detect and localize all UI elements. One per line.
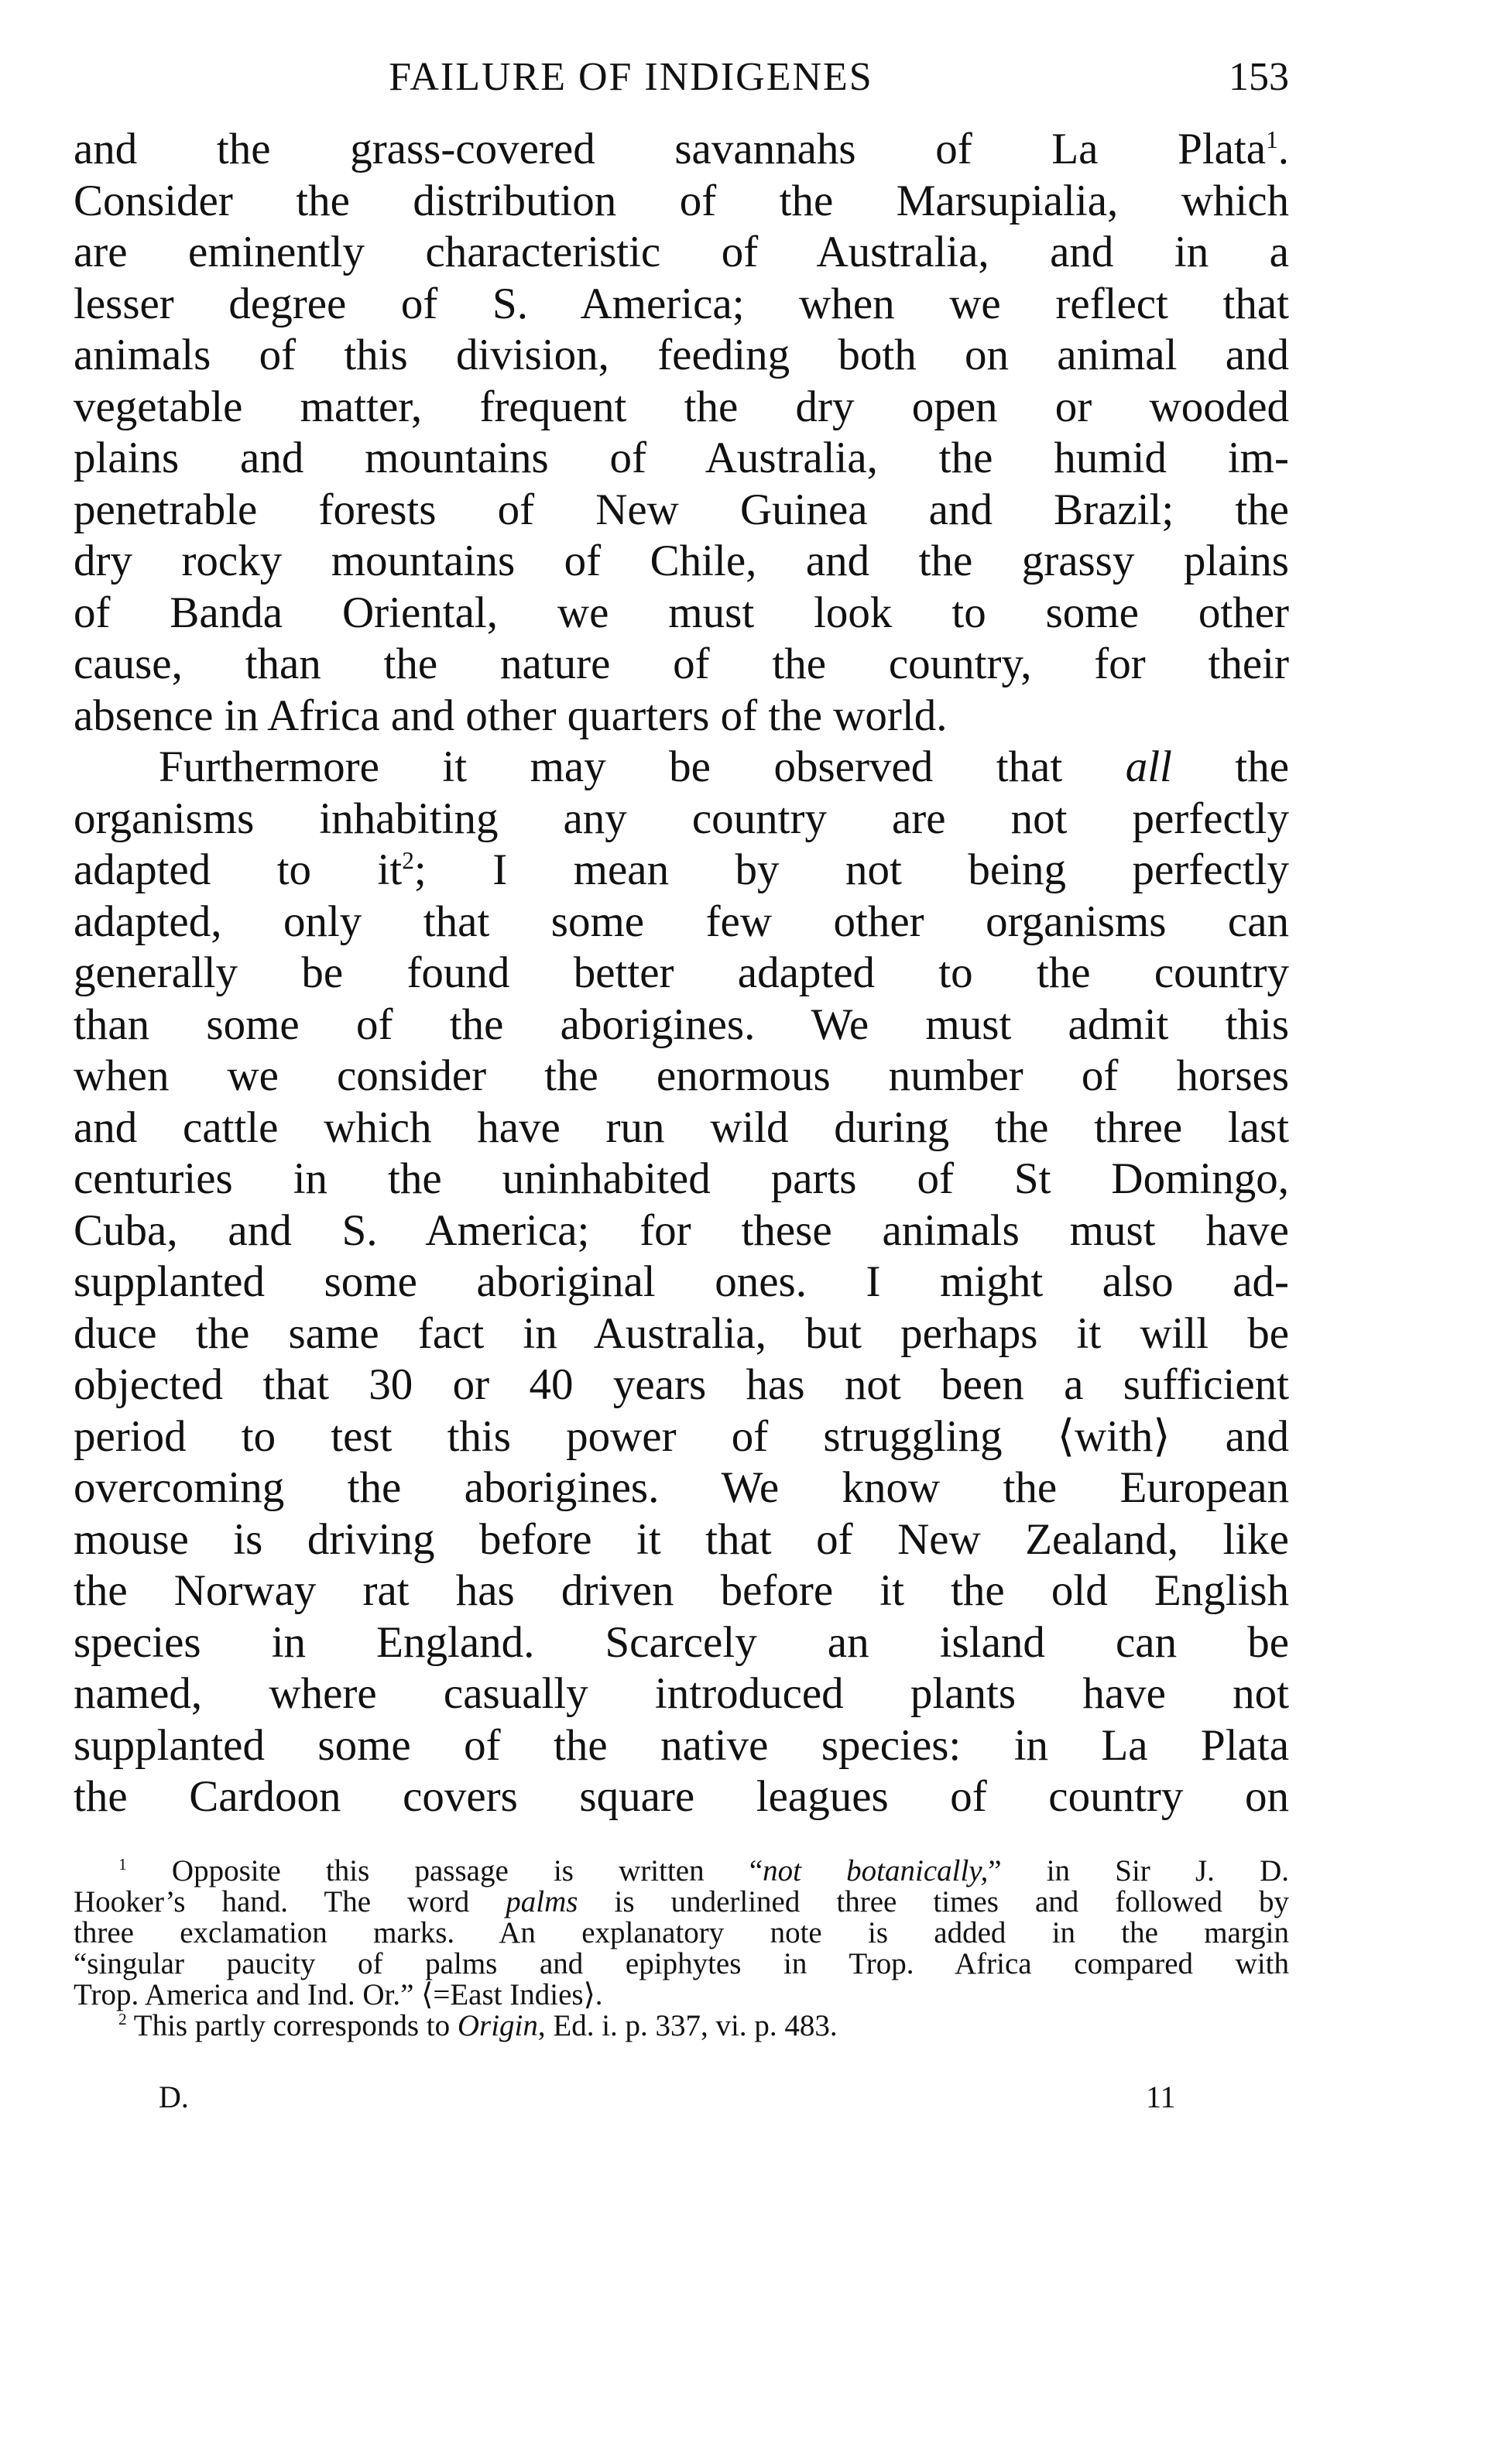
text-line: the Cardoon covers square leagues of country on [74, 1772, 1289, 1821]
footnote-marker: 2 [118, 2009, 127, 2028]
footnote-text: , Ed. i. p. 337, vi. p. 483. [537, 2008, 838, 2042]
footnote-reference: 2 [402, 847, 414, 874]
text-line-end: the [1171, 742, 1290, 791]
text-line: animals of this division, feeding both on animal and [74, 331, 1289, 379]
footnotes [74, 1853, 1290, 2042]
text-line: adapted, only that some few other organisms can [74, 897, 1289, 946]
footnote-text: Hooker’s hand. The word [74, 1884, 506, 1918]
sheet-number: 11 [1146, 2079, 1176, 2114]
italic-word: all [1125, 742, 1172, 791]
text-line: generally be found better adapted to the country [74, 948, 1289, 997]
text-line: Cuba, and S. America; for these animals must have [74, 1205, 1289, 1255]
text-line: named, where casually introduced plants have not [74, 1669, 1289, 1718]
text-line: the Norway rat has driven before it the old English [74, 1566, 1289, 1615]
running-title: FAILURE OF INDIGENES [389, 55, 873, 99]
footnote-italic: not botanically, [763, 1853, 989, 1888]
text-line: than some of the aborigines. We must admit this [74, 999, 1289, 1049]
footnote-italic: palms [506, 1884, 578, 1918]
text-line: dry rocky mountains of Chile, and the grassy plains [74, 537, 1289, 585]
text-line: supplanted some of the native species: in La Plata [74, 1720, 1289, 1770]
footnote-1-line: “singular paucity of palms and epiphytes in Trop. Africa compared with [74, 1946, 1289, 1980]
footnote-2-line [74, 2008, 1289, 2042]
page-number: 153 [1229, 55, 1289, 99]
running-head [74, 46, 1289, 108]
signature-mark: D. [159, 2079, 189, 2114]
text-line: objected that 30 or 40 years has not been a sufficient [74, 1360, 1289, 1409]
text-line: duce the same fact in Australia, but perhaps it will be [74, 1308, 1289, 1358]
text-line: Consider the distribution of the Marsupialia, which [74, 176, 1289, 225]
text-line [74, 124, 1289, 176]
page-footer [74, 2079, 1289, 2125]
text-line-content: and the grass-covered savannahs of La Plata [74, 125, 1267, 173]
text-line: supplanted some aboriginal ones. I might also ad- [74, 1257, 1289, 1306]
text-line: period to test this power of struggling ⟨with⟩ and [74, 1411, 1289, 1461]
footnote-1-line [74, 1884, 1290, 1918]
footnote-reference: 1 [1266, 126, 1278, 153]
book-page [74, 46, 1289, 2125]
text-line: centuries in the uninhabited parts of St Domingo, [74, 1154, 1289, 1203]
footnote-1-line: three exclamation marks. An explanatory note is added in the margin [74, 1915, 1289, 1949]
text-line-end: . [1277, 125, 1289, 173]
footnote-1-line: Trop. America and Ind. Or.” ⟨=East Indies⟩. [74, 1977, 603, 2011]
text-line-end: ; I mean by not being perfectly [413, 845, 1289, 894]
text-line: species in England. Scarcely an island can be [74, 1617, 1289, 1667]
text-line: are eminently characteristic of Australia, and in a [74, 228, 1289, 276]
text-line: and cattle which have run wild during the three last [74, 1102, 1289, 1152]
footnote-1-line [74, 1853, 1289, 1888]
text-line-content: Furthermore it may be observed that [159, 742, 1063, 791]
text-line: organisms inhabiting any country are not perfectly [74, 794, 1289, 843]
footnote-text: ” in Sir J. D. [988, 1853, 1289, 1888]
body-text [74, 124, 1289, 1823]
text-line: lesser degree of S. America; when we reflect that [74, 279, 1289, 328]
text-line: absence in Africa and other quarters of the world. [74, 691, 948, 740]
text-line: overcoming the aborigines. We know the European [74, 1463, 1289, 1512]
text-line: plains and mountains of Australia, the humid im- [74, 434, 1289, 482]
text-line: vegetable matter, frequent the dry open or wooded [74, 382, 1289, 431]
text-line: of Banda Oriental, we must look to some other [74, 588, 1289, 637]
text-line: mouse is driving before it that of New Zealand, like [74, 1514, 1289, 1564]
footnote-text: is underlined three times and followed by [578, 1884, 1290, 1918]
footnote-italic: Origin [457, 2008, 538, 2042]
text-line: when we consider the enormous number of horses [74, 1051, 1289, 1100]
text-line [74, 742, 1289, 794]
text-line: penetrable forests of New Guinea and Brazil; the [74, 485, 1289, 534]
text-line-content: adapted to it [74, 845, 403, 894]
footnote-marker: 1 [118, 1854, 127, 1874]
text-line [74, 845, 1289, 897]
footnote-text: Opposite this passage is written “ [126, 1853, 763, 1888]
footnote-text: This partly corresponds to [126, 2008, 458, 2042]
text-line: cause, than the nature of the country, for their [74, 639, 1289, 688]
